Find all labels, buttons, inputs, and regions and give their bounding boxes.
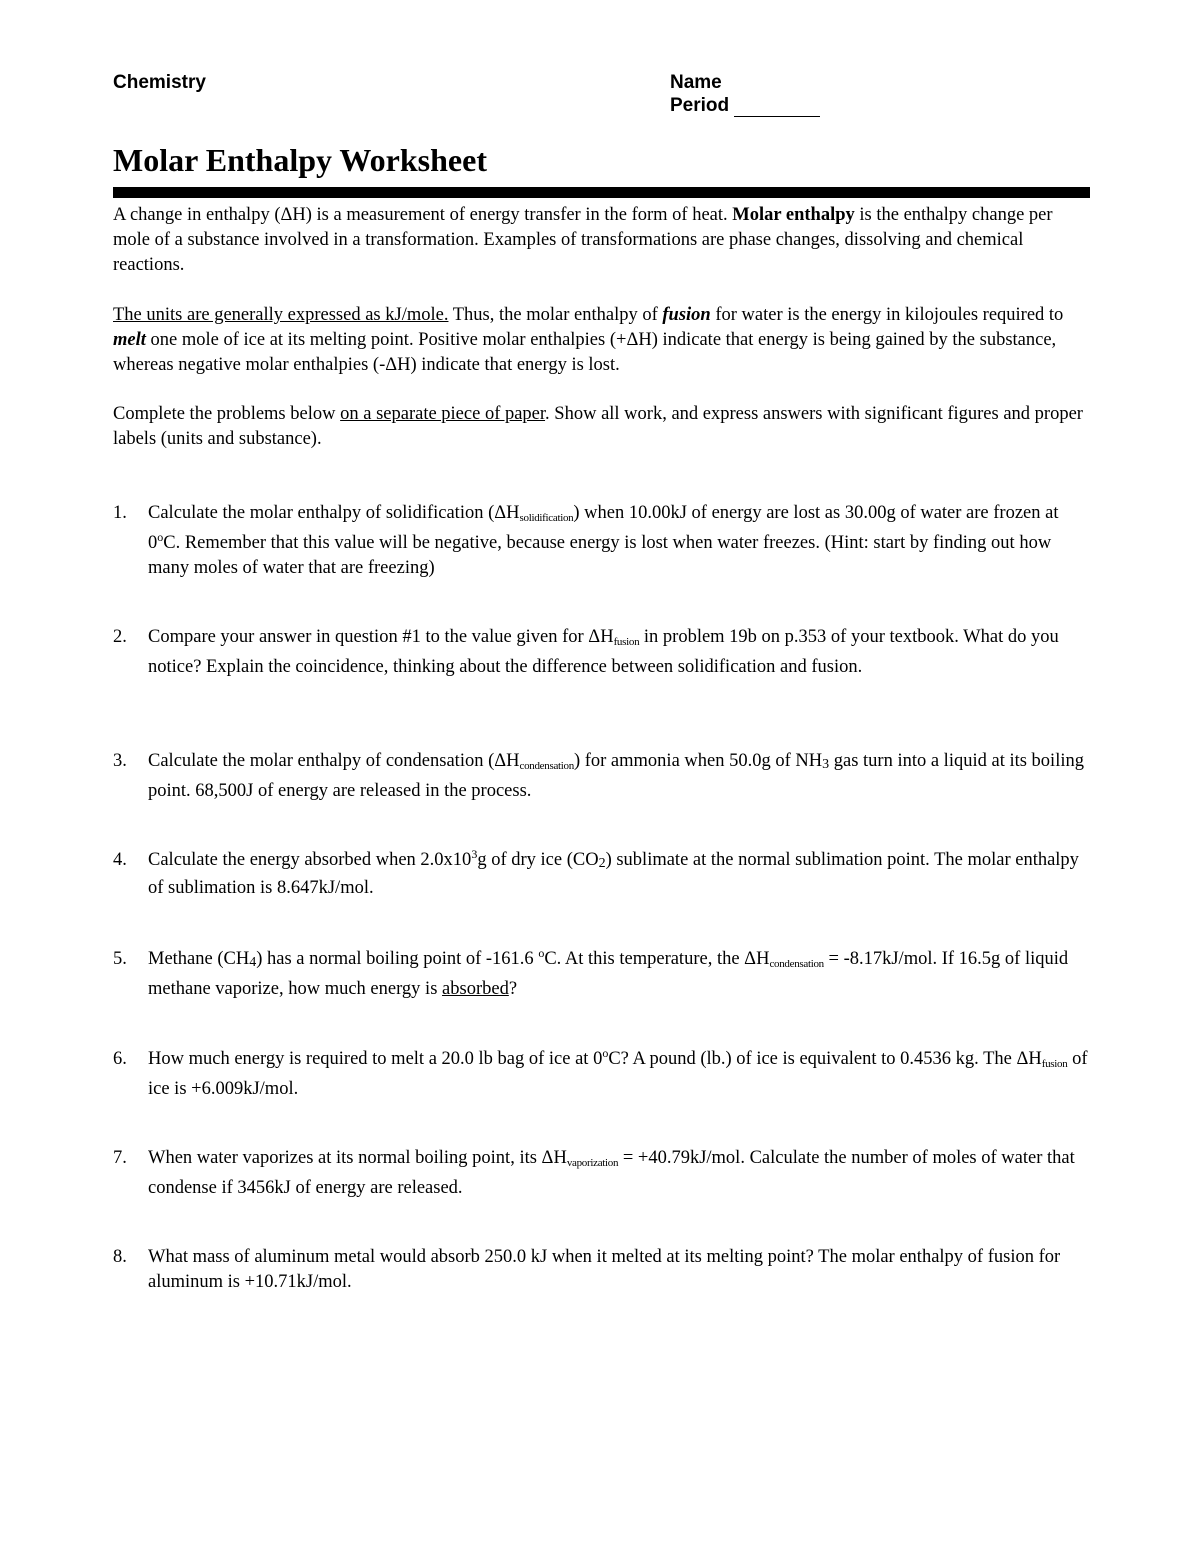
units-statement: The units are generally expressed as kJ/mole. xyxy=(113,305,449,325)
period-label: Period xyxy=(670,95,730,116)
question-text: What mass of aluminum metal would absorb 250.0 kJ when it melted at its melting point? The molar enthalpy of fusion for aluminum is +10.71kJ/mol. xyxy=(148,1247,1061,1292)
question-text: Methane $(CH_4)$ has a normal boiling point of -161.6 $^o$C. At this temperature, the $\Delta H_{condensation} = -8.17kJ/mol$. If 16.5g of liquid methane vaporize, how much energy is absorbed? xyxy=(148,946,1069,999)
title-divider xyxy=(113,187,1090,198)
intro-paragraph-3: Complete the problems below on a separate piece of paper. Show all work, and express answers with significant figures and proper labels (units and substance). xyxy=(113,404,1083,449)
question-text: Calculate the molar enthalpy of condensation $(\Delta H_{condensation})$ for ammonia when 50.0g of $NH_3$ gas turn into a liquid at its boiling point. 68,500J of energy are released in the process. xyxy=(148,751,1084,801)
intro-paragraph-2: The units are generally expressed as kJ/mole. Thus, the molar enthalpy of fusion for water is the energy in kilojoules required to melt one mole of ice at its melting point. Positive molar enthalpies (+ΔH) indicate that energy is being gained by the substance, whereas negative molar enthalpies (-ΔH) indicate that energy is lost. xyxy=(113,305,1064,375)
melt-term: melt xyxy=(113,330,146,350)
fusion-term: fusion xyxy=(662,305,711,325)
question-number: 5. xyxy=(113,949,127,969)
question-text: Compare your answer in question #1 to the value given for $\Delta H_{fusion}$ in problem 19b on p.353 of your textbook. What do you notice? Explain the coincidence, thinking about the difference between solidification and fusion. xyxy=(148,627,1059,677)
question-number: 2. xyxy=(113,627,127,647)
separate-paper-note: on a separate piece of paper xyxy=(340,404,546,424)
question-text: When water vaporizes at its normal boiling point, its $\Delta H_{vaporization} = +40.79kJ/mol$. Calculate the number of moles of water that condense if 3456kJ of energy are released. xyxy=(148,1148,1075,1198)
absorbed-term: absorbed xyxy=(442,979,509,999)
question-number: 8. xyxy=(113,1247,127,1267)
subject-label: Chemistry xyxy=(113,72,206,93)
page-title: Molar Enthalpy Worksheet xyxy=(113,142,487,178)
question-text: Calculate the energy absorbed when $2.0x10^3g$ of dry ice $(CO_2)$ sublimate at the normal sublimation point. The molar enthalpy of sublimation is 8.647kJ/mol. xyxy=(148,847,1079,898)
question-number: 1. xyxy=(113,503,127,523)
intro-paragraph-1: A change in enthalpy (ΔH) is a measurement of energy transfer in the form of heat. Molar enthalpy is the enthalpy change per mole of a substance involved in a transformation. Examples of transformations are phase changes, dissolving and chemical reactions. xyxy=(113,205,1053,275)
question-number: 4. xyxy=(113,850,127,870)
question-number: 3. xyxy=(113,751,127,771)
period-field xyxy=(670,94,820,117)
question-number: 7. xyxy=(113,1148,127,1168)
question-text: How much energy is required to melt a 20.0 lb bag of ice at 0$^o$C? A pound (lb.) of ice is equivalent to 0.4536 kg. The $\Delta H_{fusion}$ of ice is +6.009kJ/mol. xyxy=(148,1046,1088,1099)
question-text: Calculate the molar enthalpy of solidification $(\Delta H_{solidification})$ when 10.00kJ of energy are lost as 30.00g of water are frozen at 0$^o$C. Remember that this value will be negative, because energy is lost when water freezes. (Hint: start by finding out how many moles of water that are freezing) xyxy=(148,503,1059,578)
molar-enthalpy-term: Molar enthalpy xyxy=(732,205,855,225)
name-label: Name xyxy=(670,72,722,93)
period-blank-line xyxy=(734,99,820,117)
question-number: 6. xyxy=(113,1049,127,1069)
